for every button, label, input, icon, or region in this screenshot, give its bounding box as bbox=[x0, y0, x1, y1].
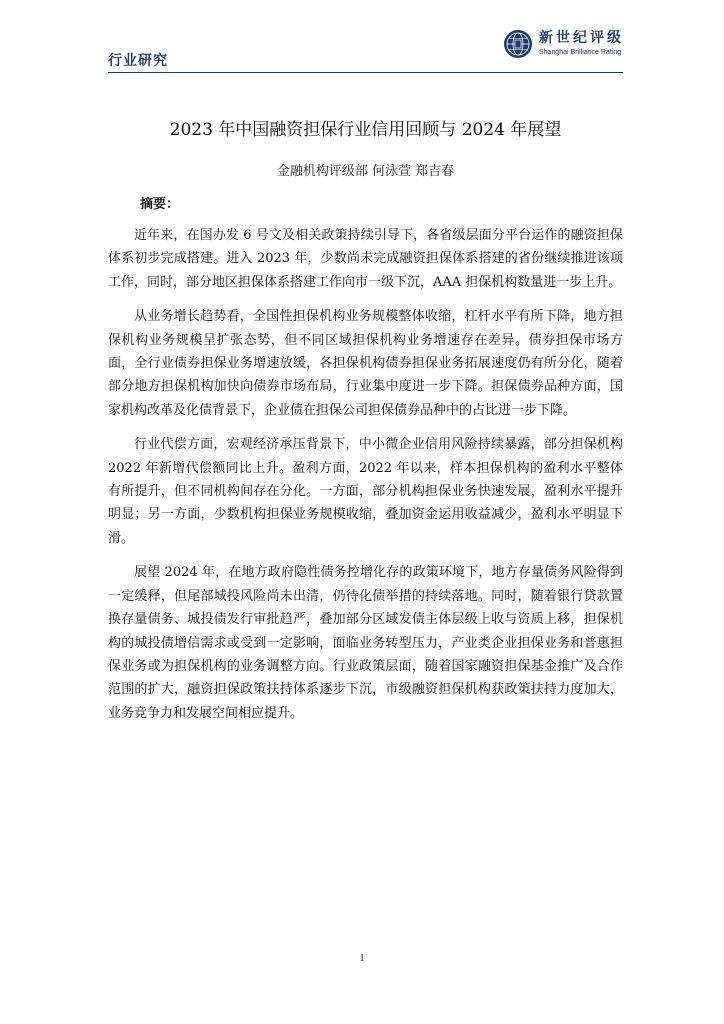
logo bbox=[503, 29, 624, 59]
logo-english-name: Shanghai Brilliance Rating bbox=[539, 49, 622, 56]
abstract-paragraph: 近年来，在国办发 6 号文及相关政策持续引导下，各省级层面分平台运作的融资担保体系初步完成搭建。进入 2023 年，少数尚未完成融资担保体系搭建的省份继续推进该项工作，同时，部分地区担保体系搭建工作向市一级下沉，AAA 担保机构数量进一步上升。 bbox=[108, 228, 623, 290]
globe-logo-icon bbox=[503, 29, 533, 59]
abstract-heading: 摘要： bbox=[140, 197, 180, 212]
authors-line: 金融机构评级部 何泳萱 郑吉春 bbox=[276, 164, 455, 179]
section-label: 行业研究 bbox=[108, 53, 168, 69]
abstract-paragraph: 行业代偿方面，宏观经济承压背景下，中小微企业信用风险持续暴露，部分担保机构 2022 年新增代偿额同比上升。盈利方面，2022 年以来，样本担保机构的盈利水平整体有所提升，但不同机构间存在分化。一方面，部分机构担保业务快速发展，盈利水平提升明显；另一方面，少数机构担保业务规模收缩，叠加资金运用收益减少，盈利水平明显下滑。 bbox=[108, 437, 623, 546]
page-title: 2023 年中国融资担保行业信用回顾与 2024 年展望 bbox=[169, 120, 562, 140]
abstract-body bbox=[108, 224, 623, 736]
abstract-paragraph: 展望 2024 年，在地方政府隐性债务控增化存的政策环境下，地方存量债务风险得到一定缓释，但尾部城投风险尚未出清，仍待化债举措的持续落地。同时，随着银行贷款置换存量债务、城投债发行审批趋严，叠加部分区域发债主体层级上收与资质上移，担保机构的城投债增信需求或受到一定影响，面临业务转型压力，产业类企业担保业务和普惠担保业务或为担保机构的业务调整方向。行业政策层面，随着国家融资担保基金推广及合作范围的扩大，融资担保政策扶持体系逐步下沉，市级融资担保机构获政策扶持力度加大，业务竞争力和发展空间相应提升。 bbox=[108, 565, 623, 721]
logo-chinese-name: 新世纪评级 bbox=[539, 30, 624, 46]
abstract-paragraph: 从业务增长趋势看，全国性担保机构业务规模整体收缩，杠杆水平有所下降，地方担保机构业务规模呈扩张态势，但不同区域担保机构业务增速存在差异。债券担保市场方面，全行业债券担保业务增速放缓，各担保机构债券担保业务拓展速度仍有所分化，随着部分地方担保机构加快向债券市场布局，行业集中度进一步下降。担保债券品种方面，国家机构改革及化债背景下，企业债在担保公司担保债券品种中的占比进一步下降。 bbox=[108, 309, 623, 418]
header-divider bbox=[108, 72, 623, 73]
page-number: 1 bbox=[359, 952, 365, 964]
